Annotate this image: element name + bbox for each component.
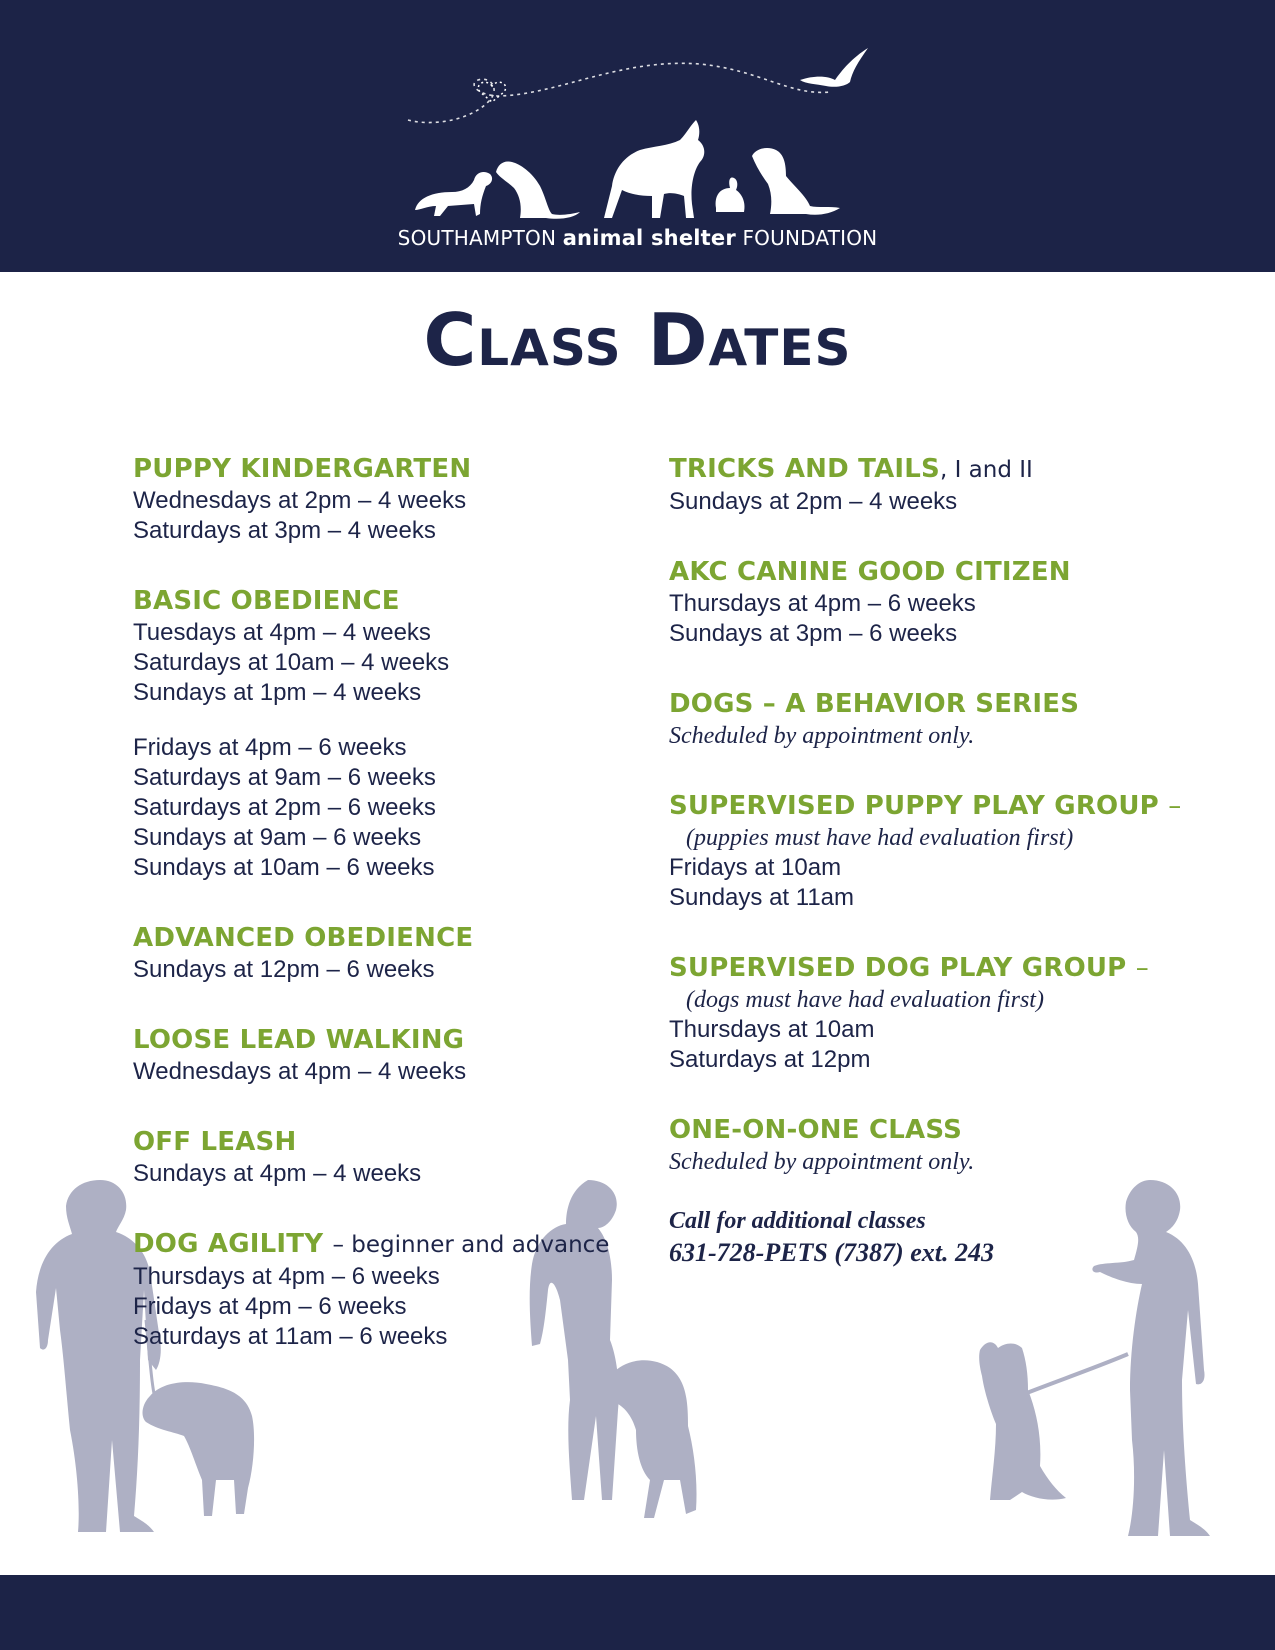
class-title: [669, 951, 1209, 985]
schedule-line: Wednesdays at 4pm – 4 weeks: [133, 1058, 467, 1085]
left-column: [133, 452, 633, 1352]
class-note: Scheduled by appointment only.: [669, 723, 975, 749]
schedule-line: Saturdays at 11am – 6 weeks: [133, 1323, 448, 1350]
schedule-line: Sundays at 3pm – 6 weeks: [669, 620, 958, 647]
schedule-line: Sundays at 11am: [669, 884, 855, 911]
class-dog-agility: [133, 1227, 633, 1352]
schedule-line: Sundays at 10am – 6 weeks: [133, 854, 435, 881]
org-name: [0, 226, 1275, 250]
class-supervised-dog-play-group: [669, 951, 1209, 1075]
class-one-on-one: [669, 1113, 1209, 1177]
title-dash: –: [1135, 953, 1149, 983]
page-title: Class Dates: [423, 298, 852, 382]
class-title: BASIC OBEDIENCE: [133, 586, 400, 616]
phone-number[interactable]: 631-728-PETS (7387) ext. 243: [669, 1238, 994, 1267]
class-subtitle: , I and II: [939, 457, 1033, 483]
class-note: Scheduled by appointment only.: [669, 1149, 975, 1175]
title-dash: –: [1168, 791, 1182, 821]
schedule-line: Thursdays at 4pm – 6 weeks: [133, 1263, 440, 1290]
schedule-line: Tuesdays at 4pm – 4 weeks: [133, 619, 431, 646]
class-title: OFF LEASH: [133, 1127, 297, 1157]
class-title: [133, 1227, 633, 1262]
class-subtitle: – beginner and advance: [332, 1232, 610, 1258]
class-title-text: SUPERVISED PUPPY PLAY GROUP: [669, 791, 1159, 821]
schedule-line: Sundays at 9am – 6 weeks: [133, 824, 422, 851]
header-banner: [0, 0, 1275, 272]
org-name-part3: FOUNDATION: [742, 226, 878, 250]
schedule-line: Thursdays at 4pm – 6 weeks: [669, 590, 976, 617]
schedule-line: Thursdays at 10am: [669, 1016, 875, 1043]
class-loose-lead-walking: [133, 1023, 633, 1087]
schedule-line: Saturdays at 2pm – 6 weeks: [133, 794, 436, 821]
class-title: PUPPY KINDERGARTEN: [133, 454, 472, 484]
schedule-line: Wednesdays at 2pm – 4 weeks: [133, 487, 467, 514]
schedule-line: Sundays at 2pm – 4 weeks: [669, 488, 958, 515]
right-column: [669, 452, 1209, 1269]
schedule-line: Sundays at 4pm – 4 weeks: [133, 1160, 422, 1187]
schedule-line: Saturdays at 12pm: [669, 1046, 871, 1073]
callout-text: Call for additional classes: [669, 1208, 926, 1234]
class-akc-canine-good-citizen: [669, 555, 1209, 649]
class-puppy-kindergarten: [133, 452, 633, 546]
class-title: [669, 452, 1209, 487]
class-title: AKC CANINE GOOD CITIZEN: [669, 557, 1071, 587]
class-off-leash: [133, 1125, 633, 1189]
org-name-part2: animal shelter: [562, 226, 736, 250]
class-note: (puppies must have had evaluation first): [686, 825, 1074, 851]
class-title: ADVANCED OBEDIENCE: [133, 923, 474, 953]
schedule-line: Saturdays at 10am – 4 weeks: [133, 649, 450, 676]
schedule-line: Fridays at 4pm – 6 weeks: [133, 1293, 407, 1320]
class-title: ONE-ON-ONE CLASS: [669, 1115, 962, 1145]
schedule-line: Fridays at 4pm – 6 weeks: [133, 734, 407, 761]
org-name-part1: SOUTHAMPTON: [397, 226, 557, 250]
class-title-text: TRICKS AND TAILS: [669, 454, 940, 484]
class-title-text: SUPERVISED DOG PLAY GROUP: [669, 953, 1127, 983]
class-basic-obedience: [133, 584, 633, 883]
class-advanced-obedience: [133, 921, 633, 985]
schedule-line: Saturdays at 9am – 6 weeks: [133, 764, 436, 791]
class-behavior-series: [669, 687, 1209, 751]
class-title: LOOSE LEAD WALKING: [133, 1025, 465, 1055]
class-tricks-and-tails: [669, 452, 1209, 517]
class-supervised-puppy-play-group: [669, 789, 1209, 913]
class-note: (dogs must have had evaluation first): [686, 987, 1044, 1013]
class-title: DOGS – A BEHAVIOR SERIES: [669, 689, 1080, 719]
class-title-text: DOG AGILITY: [133, 1229, 324, 1259]
class-title: [669, 789, 1209, 823]
schedule-line: Saturdays at 3pm – 4 weeks: [133, 517, 436, 544]
schedule-line: Sundays at 12pm – 6 weeks: [133, 956, 435, 983]
contact-callout: [669, 1205, 1209, 1269]
schedule-line: Fridays at 10am: [669, 854, 842, 881]
footer-bar: [0, 1575, 1275, 1650]
schedule-line: Sundays at 1pm – 4 weeks: [133, 679, 422, 706]
